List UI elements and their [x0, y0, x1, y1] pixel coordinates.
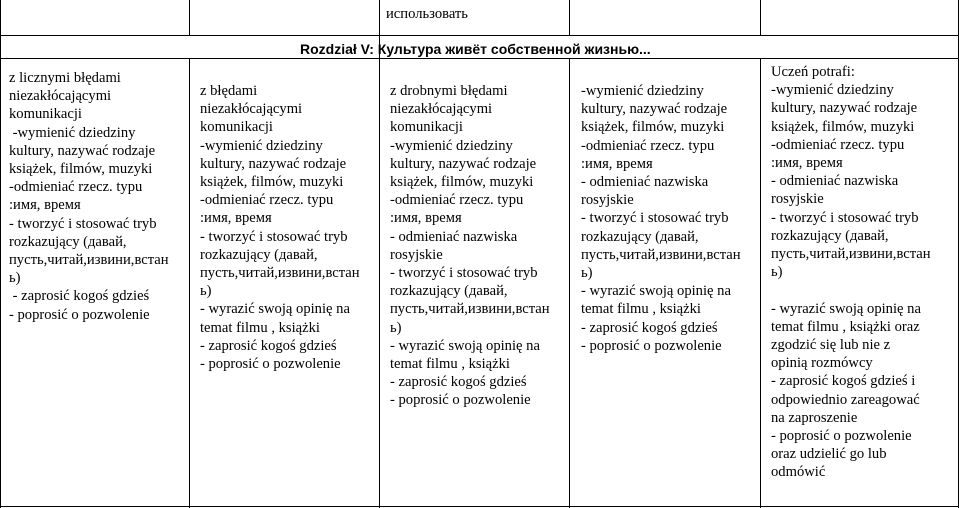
text-line: rosyjskie	[390, 246, 443, 263]
text-line: komunikacji	[390, 119, 463, 136]
text-line: пусть,читай,извини,встан	[771, 246, 931, 263]
text-line: książek, filmów, muzyki	[390, 174, 534, 191]
column-divider-3b	[569, 58, 570, 508]
text-line: kultury, nazywać rodzaje	[581, 101, 728, 118]
text-line: rozkazujący (давай,	[390, 283, 508, 300]
text-line: -odmieniać rzecz. typu	[771, 136, 905, 153]
text-line	[771, 281, 931, 299]
text-line: - tworzyć i stosować tryb	[390, 265, 538, 282]
text-line: ь)	[200, 283, 212, 300]
text-line: temat filmu , książki oraz	[771, 318, 920, 335]
text-line: - wyrazić swoją opinię na	[200, 301, 350, 318]
text-line: niezakłócającymi	[9, 88, 112, 105]
column-1-text	[9, 69, 169, 324]
text-line: ь)	[390, 319, 402, 336]
text-line: kultury, nazywać rodzaje	[771, 100, 918, 117]
text-line: -odmieniać rzecz. typu	[581, 137, 715, 154]
text-line: - poprosić o pozwolenie	[200, 356, 341, 373]
text-line: odmówić	[771, 464, 826, 481]
text-line: -wymienić dziedziny	[390, 137, 513, 154]
text-line: - poprosić o pozwolenie	[581, 337, 722, 354]
text-line: z drobnymi błędami	[390, 83, 508, 99]
divider-bottom	[0, 506, 959, 507]
text-line: książek, filmów, muzyki	[771, 118, 915, 135]
text-line: :имя, время	[9, 197, 81, 214]
text-line: rozkazujący (давай,	[9, 233, 127, 250]
text-line: komunikacji	[9, 106, 82, 123]
text-line: na zaproszenie	[771, 409, 858, 426]
text-line: książek, filmów, muzyki	[9, 161, 153, 178]
text-line: rozkazujący (давай,	[771, 227, 889, 244]
text-line: temat filmu , książki	[390, 356, 510, 373]
text-line: -odmieniać rzecz. typu	[9, 179, 143, 196]
text-line: :имя, время	[581, 155, 653, 172]
text-line: niezakłócającymi	[200, 101, 303, 118]
column-divider-4	[760, 0, 761, 36]
section-title: Rozdział V: Культура живёт собственной жизнью...	[300, 41, 651, 57]
text-line: oraz udzielić go lub	[771, 446, 887, 463]
text-line: - odmieniać nazwiska	[390, 228, 518, 245]
text-line: rosyjskie	[771, 191, 824, 208]
text-line: rosyjskie	[581, 192, 634, 209]
text-line: - wyrazić swoją opinię na	[390, 337, 540, 354]
text-line: ь)	[581, 265, 593, 282]
text-line: пусть,читай,извини,встан	[9, 252, 169, 269]
divider-top	[0, 35, 959, 36]
text-line: - wyrazić swoją opinię na	[581, 283, 731, 300]
top-label: использовать	[386, 6, 468, 22]
text-line: - poprosić o pozwolenie	[771, 428, 912, 445]
text-line: пусть,читай,извини,встан	[390, 301, 550, 318]
text-line: -wymienić dziedziny	[200, 137, 323, 154]
text-line: -wymienić dziedziny	[771, 82, 894, 99]
text-line: Uczeń potrafi:	[771, 64, 855, 80]
text-line: z błędami	[200, 83, 258, 99]
text-line: - poprosić o pozwolenie	[9, 306, 150, 323]
text-line: ь)	[771, 264, 783, 281]
column-divider-4b	[760, 58, 761, 508]
text-line: пусть,читай,извини,встан	[200, 265, 360, 282]
column-divider-0	[0, 0, 1, 508]
text-line: - poprosić o pozwolenie	[390, 392, 531, 409]
text-line: - zaprosić kogoś gdzieś i	[771, 373, 916, 390]
column-4-text	[581, 82, 741, 355]
column-5-text	[771, 63, 931, 482]
text-line: -odmieniać rzecz. typu	[390, 192, 524, 209]
text-line: - odmieniać nazwiska	[581, 174, 709, 191]
text-line: kultury, nazywać rodzaje	[9, 142, 156, 159]
text-line: - wyrazić swoją opinię na	[771, 300, 921, 317]
column-divider-1b	[189, 58, 190, 508]
text-line: kultury, nazywać rodzaje	[200, 155, 347, 172]
text-line: :имя, время	[771, 155, 843, 172]
text-line: temat filmu , książki	[200, 319, 320, 336]
text-line: rozkazujący (давай,	[581, 228, 699, 245]
column-divider-1	[189, 0, 190, 36]
text-line: niezakłócającymi	[390, 101, 493, 118]
column-3-text	[390, 82, 550, 410]
text-line: - tworzyć i stosować tryb	[200, 228, 348, 245]
text-line: kultury, nazywać rodzaje	[390, 155, 537, 172]
column-2-text	[200, 82, 360, 373]
text-line: - tworzyć i stosować tryb	[581, 210, 729, 227]
column-divider-2	[379, 0, 380, 508]
column-divider-3	[569, 0, 570, 36]
text-line: ь)	[9, 270, 21, 287]
text-line: zgodzić się lub nie z	[771, 337, 891, 354]
text-line: -wymienić dziedziny	[9, 124, 136, 141]
text-line: - tworzyć i stosować tryb	[771, 209, 919, 226]
text-line: opinią rozmówcy	[771, 355, 873, 372]
text-line: - tworzyć i stosować tryb	[9, 215, 157, 232]
text-line: - zaprosić kogoś gdzieś	[390, 374, 527, 391]
text-line: :имя, время	[390, 210, 462, 227]
text-line: пусть,читай,извини,встан	[581, 246, 741, 263]
text-line: - zaprosić kogoś gdzieś	[9, 288, 150, 305]
text-line: z licznymi błędami	[9, 70, 121, 86]
text-line: komunikacji	[200, 119, 273, 136]
text-line: książek, filmów, muzyki	[200, 174, 344, 191]
text-line: - zaprosić kogoś gdzieś	[581, 319, 718, 336]
text-line: odpowiednio zareagować	[771, 391, 920, 408]
text-line: -odmieniać rzecz. typu	[200, 192, 334, 209]
text-line: - zaprosić kogoś gdzieś	[200, 337, 337, 354]
text-line: rozkazujący (давай,	[200, 246, 318, 263]
text-line: - odmieniać nazwiska	[771, 173, 899, 190]
text-line: -wymienić dziedziny	[581, 83, 704, 99]
text-line: książek, filmów, muzyki	[581, 119, 725, 136]
text-line: temat filmu , książki	[581, 301, 701, 318]
divider-title	[0, 58, 959, 59]
text-line: :имя, время	[200, 210, 272, 227]
